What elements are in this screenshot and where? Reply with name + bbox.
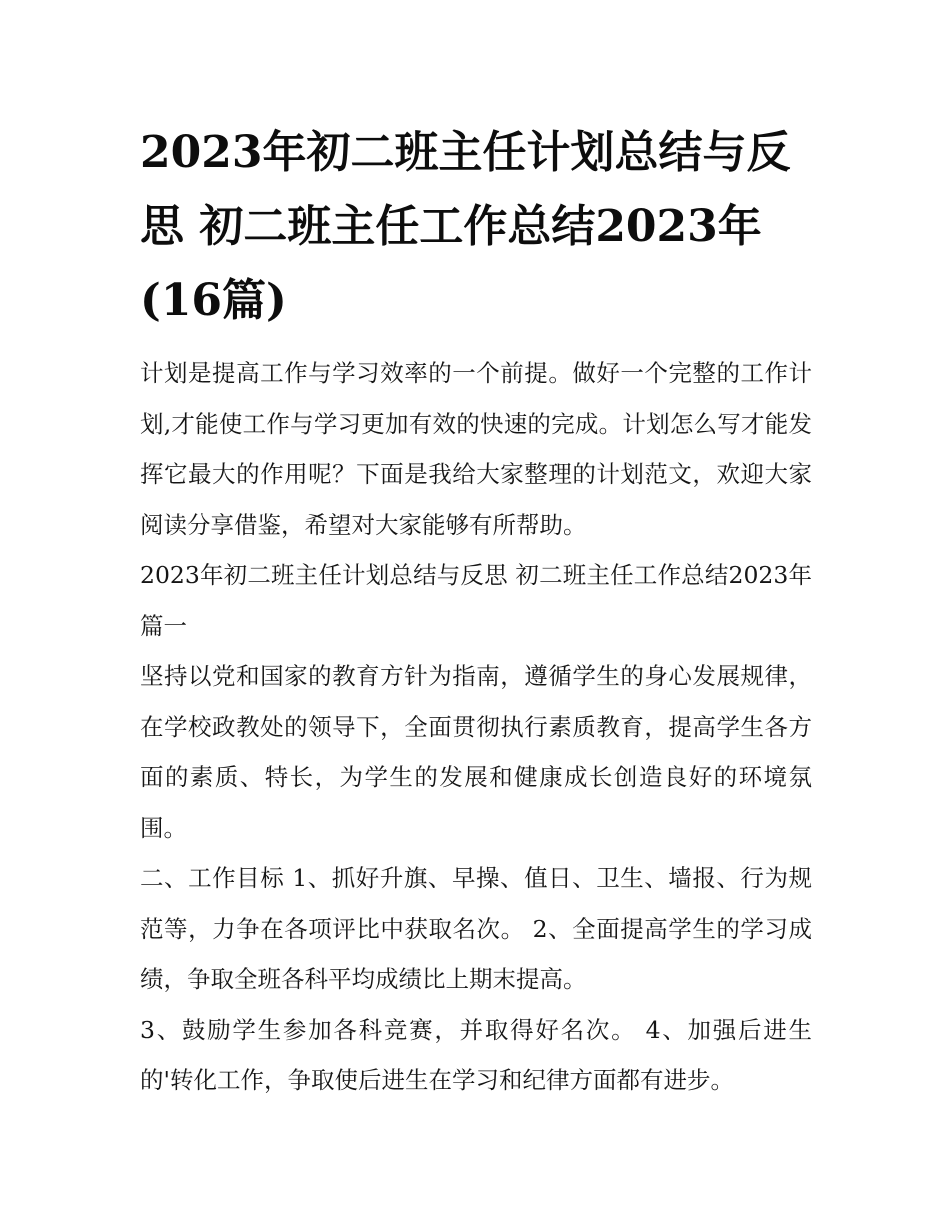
- paragraph-work-goals: 二、工作目标 1、抓好升旗、早操、值日、卫生、墙报、行为规范等，力争在各项评比中获取名次。 2、全面提高学生的学习成绩，争取全班各科平均成绩比上期末提高。: [140, 864, 812, 993]
- document-page: [140, 116, 812, 1106]
- paragraph-guiding-principle: 坚持以党和国家的教育方针为指南，遵循学生的身心发展规律，在学校政教处的领导下，全面贯彻执行素质教育，提高学生各方面的素质、特长，为学生的发展和健康成长创造良好的环境氛围。: [140, 662, 812, 842]
- document-title: 2023年初二班主任计划总结与反思 初二班主任工作总结2023年(16篇): [140, 127, 791, 326]
- paragraph-competitions: 3、鼓励学生参加各科竞赛，并取得好名次。 4、加强后进生的'转化工作，争取使后进生在学习和纪律方面都有进步。: [140, 1015, 812, 1094]
- paragraph-intro: 计划是提高工作与学习效率的一个前提。做好一个完整的工作计划,才能使工作与学习更加有效的快速的完成。计划怎么写才能发挥它最大的作用呢？下面是我给大家整理的计划范文，欢迎大家阅读分享借鉴，希望对大家能够有所帮助。: [140, 359, 812, 539]
- paragraph-section-heading: 2023年初二班主任计划总结与反思 初二班主任工作总结2023年篇一: [140, 561, 812, 640]
